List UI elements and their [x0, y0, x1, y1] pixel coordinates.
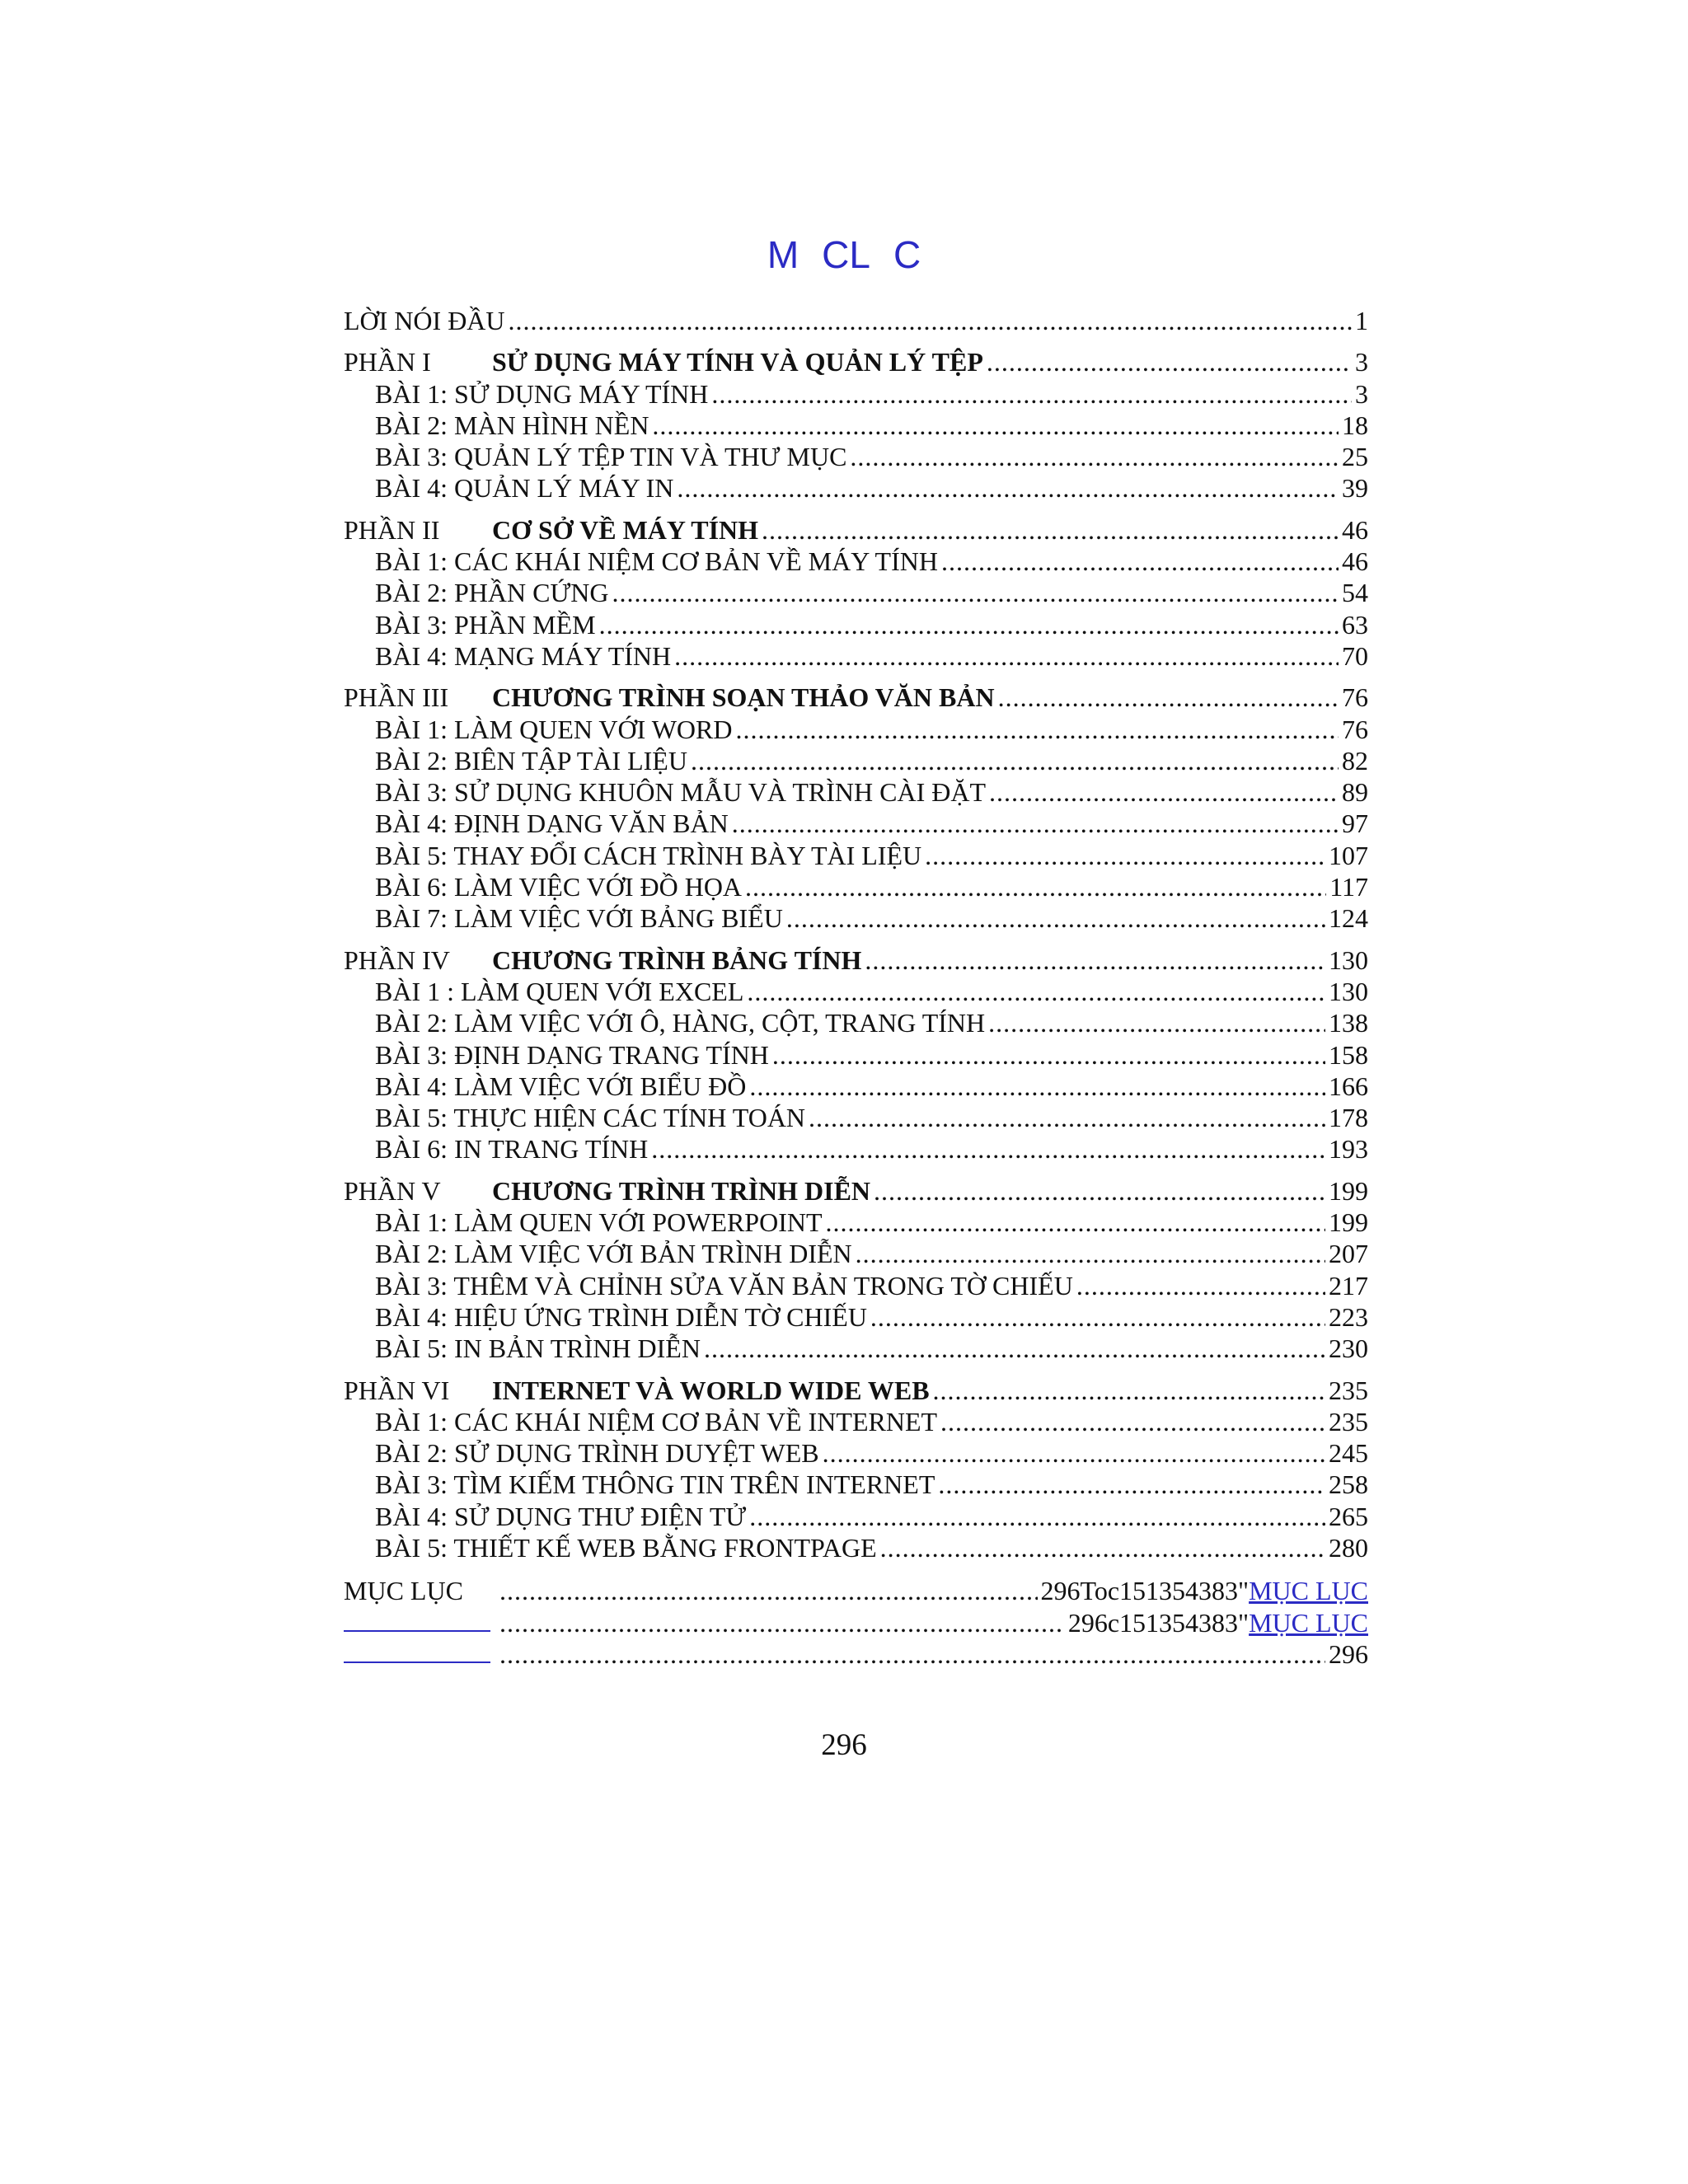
- toc-page-number: 25: [1342, 442, 1368, 472]
- toc-page-number: 130: [1329, 944, 1368, 975]
- toc-lesson-row[interactable]: [344, 1102, 1368, 1133]
- toc-entry-label: BÀI 2: MÀN HÌNH NỀN: [375, 410, 649, 440]
- toc-lesson-row[interactable]: [344, 871, 1368, 902]
- dot-leader: [509, 305, 1352, 336]
- part-title: CƠ SỞ VỀ MÁY TÍNH: [492, 514, 759, 545]
- page-number: 296: [821, 1728, 867, 1762]
- toc-lesson-row[interactable]: [344, 1270, 1368, 1301]
- dot-leader: [704, 1333, 1325, 1364]
- empty-link[interactable]: [344, 1640, 490, 1663]
- toc-entry-label: MỤC LỤC: [344, 1576, 463, 1606]
- toc-lesson-row[interactable]: [344, 378, 1368, 410]
- toc-page-number: 82: [1342, 745, 1368, 776]
- toc-page-number: 1: [1355, 306, 1368, 335]
- toc-entry-label: BÀI 3: ĐỊNH DẠNG TRANG TÍNH: [375, 1039, 769, 1070]
- toc-page-number: 63: [1342, 609, 1368, 640]
- dot-leader: [940, 1406, 1325, 1437]
- toc-entry-label: BÀI 3: THÊM VÀ CHỈNH SỬA VĂN BẢN TRONG TỜ CHIẾU: [375, 1270, 1073, 1301]
- toc-lesson-row[interactable]: [344, 1238, 1368, 1269]
- toc-page-number: 296: [1329, 1638, 1368, 1669]
- toc-lesson-row[interactable]: [344, 472, 1368, 504]
- dot-leader: [499, 1575, 1038, 1606]
- toc-page-number: 70: [1342, 640, 1368, 671]
- dot-leader: [749, 1501, 1325, 1532]
- toc-page-number: 178: [1329, 1103, 1368, 1133]
- title-letter: M: [767, 233, 799, 276]
- dot-leader: [745, 871, 1326, 902]
- part-number: PHẦN II: [344, 514, 440, 545]
- toc-tail-row[interactable]: [344, 1607, 1368, 1638]
- toc-entry-label: BÀI 2: LÀM VIỆC VỚI Ô, HÀNG, CỘT, TRANG TÍNH: [375, 1008, 986, 1038]
- toc-page-number: 89: [1342, 777, 1368, 808]
- toc-entry-label: BÀI 1 : LÀM QUEN VỚI EXCEL: [375, 976, 744, 1006]
- toc-lesson-row[interactable]: [344, 609, 1368, 640]
- toc-entry-label: BÀI 4: HIỆU ỨNG TRÌNH DIỄN TỜ CHIẾU: [375, 1301, 867, 1332]
- toc-lesson-row[interactable]: [344, 1406, 1368, 1437]
- dot-leader: [925, 840, 1325, 871]
- toc-page-number: 296c151354383": [1067, 1607, 1250, 1638]
- toc-lesson-row[interactable]: [344, 1301, 1368, 1333]
- toc-lesson-row[interactable]: [344, 776, 1368, 808]
- toc-entry-label: LỜI NÓI ĐẦU: [344, 306, 505, 335]
- toc-entry-label: BÀI 3: PHẦN MỀM: [375, 609, 596, 640]
- toc-page-number: 107: [1329, 840, 1368, 870]
- part-number: PHẦN V: [344, 1175, 441, 1206]
- toc-page-number: 245: [1329, 1438, 1368, 1469]
- toc-page-number: 158: [1329, 1039, 1368, 1070]
- title-letter: CL: [822, 233, 870, 276]
- toc-part-row[interactable]: [344, 682, 1368, 713]
- toc-entry-label: [344, 1375, 930, 1406]
- part-title: CHƯƠNG TRÌNH TRÌNH DIỄN: [492, 1175, 871, 1206]
- part-title: CHƯƠNG TRÌNH SOẠN THẢO VĂN BẢN: [492, 682, 995, 713]
- toc-lesson-row[interactable]: [344, 976, 1368, 1007]
- dot-leader: [674, 640, 1339, 672]
- toc-lesson-row[interactable]: [344, 1071, 1368, 1102]
- toc-page-number: 39: [1342, 473, 1368, 504]
- toc-page-number: 235: [1329, 1375, 1368, 1405]
- toc-lesson-row[interactable]: [344, 1532, 1368, 1563]
- dot-leader: [988, 1007, 1325, 1038]
- toc-entry-label: [344, 682, 995, 713]
- toc-tail-row[interactable]: [344, 1638, 1368, 1670]
- part-number: PHẦN III: [344, 682, 449, 713]
- toc-lesson-row[interactable]: [344, 745, 1368, 776]
- toc-page-number: 265: [1329, 1501, 1368, 1531]
- toc-lesson-row[interactable]: [344, 1039, 1368, 1071]
- toc-lesson-row[interactable]: [344, 1437, 1368, 1469]
- toc-lesson-row[interactable]: [344, 1333, 1368, 1364]
- dot-leader: [612, 577, 1339, 608]
- dot-leader: [786, 902, 1325, 934]
- dot-leader: [880, 1532, 1325, 1563]
- dot-leader: [735, 714, 1339, 745]
- dot-leader: [941, 546, 1339, 577]
- dot-leader: [987, 346, 1352, 377]
- toc-page-number: 76: [1342, 682, 1368, 713]
- toc-lesson-row[interactable]: [344, 1501, 1368, 1532]
- dot-leader: [998, 682, 1339, 713]
- part-title: CHƯƠNG TRÌNH BẢNG TÍNH: [492, 944, 862, 975]
- dot-leader: [711, 378, 1352, 410]
- toc-page-number: 76: [1342, 714, 1368, 744]
- toc-entry-label: BÀI 4: ĐỊNH DẠNG VĂN BẢN: [375, 808, 729, 839]
- toc-entry-label: [344, 514, 758, 546]
- dot-leader: [989, 776, 1339, 808]
- toc-page-number: 166: [1329, 1071, 1368, 1101]
- toc-lesson-row[interactable]: [344, 840, 1368, 871]
- toc-page-number: 18: [1342, 410, 1368, 440]
- toc-page-number: 46: [1342, 514, 1368, 545]
- toc-entry-label: BÀI 2: PHẦN CỨNG: [375, 578, 609, 608]
- toc-page-number: 223: [1329, 1301, 1368, 1332]
- dot-leader: [1076, 1270, 1325, 1301]
- toc-page-number: 296Toc151354383": [1040, 1576, 1250, 1606]
- dot-leader: [749, 1071, 1325, 1102]
- toc-entry-label: BÀI 1: LÀM QUEN VỚI WORD: [375, 714, 733, 744]
- toc-page-number: 46: [1342, 546, 1368, 577]
- toc-entry-label: [344, 944, 861, 976]
- toc-page-number: 97: [1342, 808, 1368, 839]
- toc-page-number: 3: [1355, 378, 1368, 409]
- toc-entry-label: BÀI 5: IN BẢN TRÌNH DIỄN: [375, 1333, 701, 1364]
- part-title: INTERNET VÀ WORLD WIDE WEB: [492, 1375, 930, 1405]
- part-number: PHẦN IV: [344, 944, 450, 975]
- toc-entry-label: BÀI 2: SỬ DỤNG TRÌNH DUYỆT WEB: [375, 1438, 819, 1469]
- dot-leader: [850, 441, 1339, 472]
- toc-entry-label: BÀI 3: TÌM KIẾM THÔNG TIN TRÊN INTERNET: [375, 1469, 935, 1500]
- toc-lesson-row[interactable]: [344, 441, 1368, 472]
- toc-page-number: 130: [1329, 976, 1368, 1006]
- toc-entry-label[interactable]: [344, 1638, 496, 1670]
- toc-part-row[interactable]: [344, 305, 1368, 336]
- toc-page-number: 207: [1329, 1239, 1368, 1269]
- part-number: PHẦN VI: [344, 1375, 450, 1405]
- toc-lesson-row[interactable]: [344, 410, 1368, 441]
- toc-entry-label: BÀI 4: QUẢN LÝ MÁY IN: [375, 473, 674, 504]
- toc-lesson-row[interactable]: [344, 1469, 1368, 1500]
- toc-entry-label: BÀI 5: THỰC HIỆN CÁC TÍNH TOÁN: [375, 1103, 806, 1133]
- toc-lesson-row[interactable]: [344, 1007, 1368, 1038]
- toc-page-number: 199: [1329, 1207, 1368, 1238]
- dot-leader: [677, 472, 1339, 504]
- toc-entry-label: BÀI 4: MẠNG MÁY TÍNH: [375, 640, 672, 671]
- dot-leader: [732, 808, 1339, 839]
- toc-page-number: 235: [1329, 1406, 1368, 1436]
- dot-leader: [933, 1375, 1325, 1406]
- toc-page-number: 280: [1329, 1532, 1368, 1563]
- toc-tail-row[interactable]: [344, 1575, 1368, 1606]
- toc-entry-label: BÀI 1: LÀM QUEN VỚI POWERPOINT: [375, 1207, 823, 1238]
- toc-entry-label: BÀI 1: CÁC KHÁI NIỆM CƠ BẢN VỀ MÁY TÍNH: [375, 546, 938, 577]
- dot-leader: [809, 1102, 1325, 1133]
- toc-part-row[interactable]: [344, 1375, 1368, 1406]
- dot-leader: [874, 1175, 1325, 1207]
- dot-leader: [870, 1301, 1325, 1333]
- toc-page-number: 138: [1329, 1008, 1368, 1038]
- toc-page-number: 124: [1329, 903, 1368, 934]
- dot-leader: [651, 1133, 1325, 1165]
- dot-leader: [499, 1638, 1325, 1670]
- toc-entry-label: BÀI 4: LÀM VIỆC VỚI BIỂU ĐỒ: [375, 1071, 747, 1101]
- toc-link[interactable]: MỤC LỤC: [1249, 1576, 1368, 1606]
- dot-leader: [599, 609, 1339, 640]
- toc-lesson-row[interactable]: [344, 1133, 1368, 1165]
- dot-leader: [865, 944, 1325, 976]
- dot-leader: [826, 1207, 1326, 1238]
- title-letter: C: [893, 233, 921, 276]
- dot-leader: [762, 514, 1339, 546]
- toc-page-number: 230: [1329, 1333, 1368, 1364]
- toc-lesson-row[interactable]: [344, 577, 1368, 608]
- toc-entry-label: BÀI 1: SỬ DỤNG MÁY TÍNH: [375, 378, 709, 409]
- toc-entry-label: BÀI 1: CÁC KHÁI NIỆM CƠ BẢN VỀ INTERNET: [375, 1406, 938, 1436]
- toc-page-number: 199: [1329, 1175, 1368, 1206]
- toc-entry-label: BÀI 7: LÀM VIỆC VỚI BẢNG BIỂU: [375, 903, 783, 934]
- toc-lesson-row[interactable]: [344, 902, 1368, 934]
- toc-entry-label: BÀI 5: THAY ĐỔI CÁCH TRÌNH BÀY TÀI LIỆU: [375, 840, 922, 870]
- toc-page-number: 217: [1329, 1270, 1368, 1301]
- part-number: PHẦN I: [344, 347, 431, 377]
- dot-leader: [652, 410, 1339, 441]
- dot-leader: [856, 1238, 1325, 1269]
- page-title: [0, 232, 1688, 277]
- toc-entry-label: [344, 1175, 870, 1207]
- table-of-contents: [344, 305, 1368, 1670]
- toc-page-number: 258: [1329, 1469, 1368, 1500]
- empty-link[interactable]: [344, 1609, 490, 1632]
- toc-entry-label: BÀI 4: SỬ DỤNG THƯ ĐIỆN TỬ: [375, 1501, 747, 1531]
- toc-page-number: 3: [1355, 347, 1368, 377]
- toc-entry-label: BÀI 6: IN TRANG TÍNH: [375, 1134, 649, 1165]
- dot-leader: [747, 976, 1325, 1007]
- toc-part-row[interactable]: [344, 346, 1368, 377]
- dot-leader: [823, 1437, 1325, 1469]
- toc-lesson-row[interactable]: [344, 714, 1368, 745]
- toc-part-row[interactable]: [344, 944, 1368, 976]
- toc-page-number: 54: [1342, 578, 1368, 608]
- part-title: SỬ DỤNG MÁY TÍNH VÀ QUẢN LÝ TỆP: [492, 347, 983, 377]
- toc-entry-label: BÀI 2: BIÊN TẬP TÀI LIỆU: [375, 745, 687, 776]
- toc-lesson-row[interactable]: [344, 546, 1368, 577]
- toc-entry-label: BÀI 5: THIẾT KẾ WEB BẰNG FRONTPAGE: [375, 1532, 877, 1563]
- toc-lesson-row[interactable]: [344, 808, 1368, 839]
- toc-entry-label: BÀI 3: SỬ DỤNG KHUÔN MẪU VÀ TRÌNH CÀI ĐẶT: [375, 777, 986, 808]
- toc-link[interactable]: MỤC LỤC: [1249, 1607, 1368, 1638]
- toc-entry-label[interactable]: [344, 1607, 496, 1638]
- toc-page-number: 117: [1329, 872, 1368, 902]
- toc-entry-label: BÀI 6: LÀM VIỆC VỚI ĐỒ HỌA: [375, 872, 743, 902]
- toc-entry-label: BÀI 2: LÀM VIỆC VỚI BẢN TRÌNH DIỄN: [375, 1239, 852, 1269]
- toc-part-row[interactable]: [344, 514, 1368, 546]
- toc-lesson-row[interactable]: [344, 1207, 1368, 1238]
- toc-entry-label: BÀI 3: QUẢN LÝ TỆP TIN VÀ THƯ MỤC: [375, 442, 847, 472]
- toc-part-row[interactable]: [344, 1175, 1368, 1207]
- dot-leader: [938, 1469, 1325, 1500]
- dot-leader: [691, 745, 1339, 776]
- toc-page-number: 193: [1329, 1134, 1368, 1165]
- toc-lesson-row[interactable]: [344, 640, 1368, 672]
- toc-entry-label: [344, 346, 983, 377]
- dot-leader: [772, 1039, 1325, 1071]
- dot-leader: [499, 1607, 1065, 1638]
